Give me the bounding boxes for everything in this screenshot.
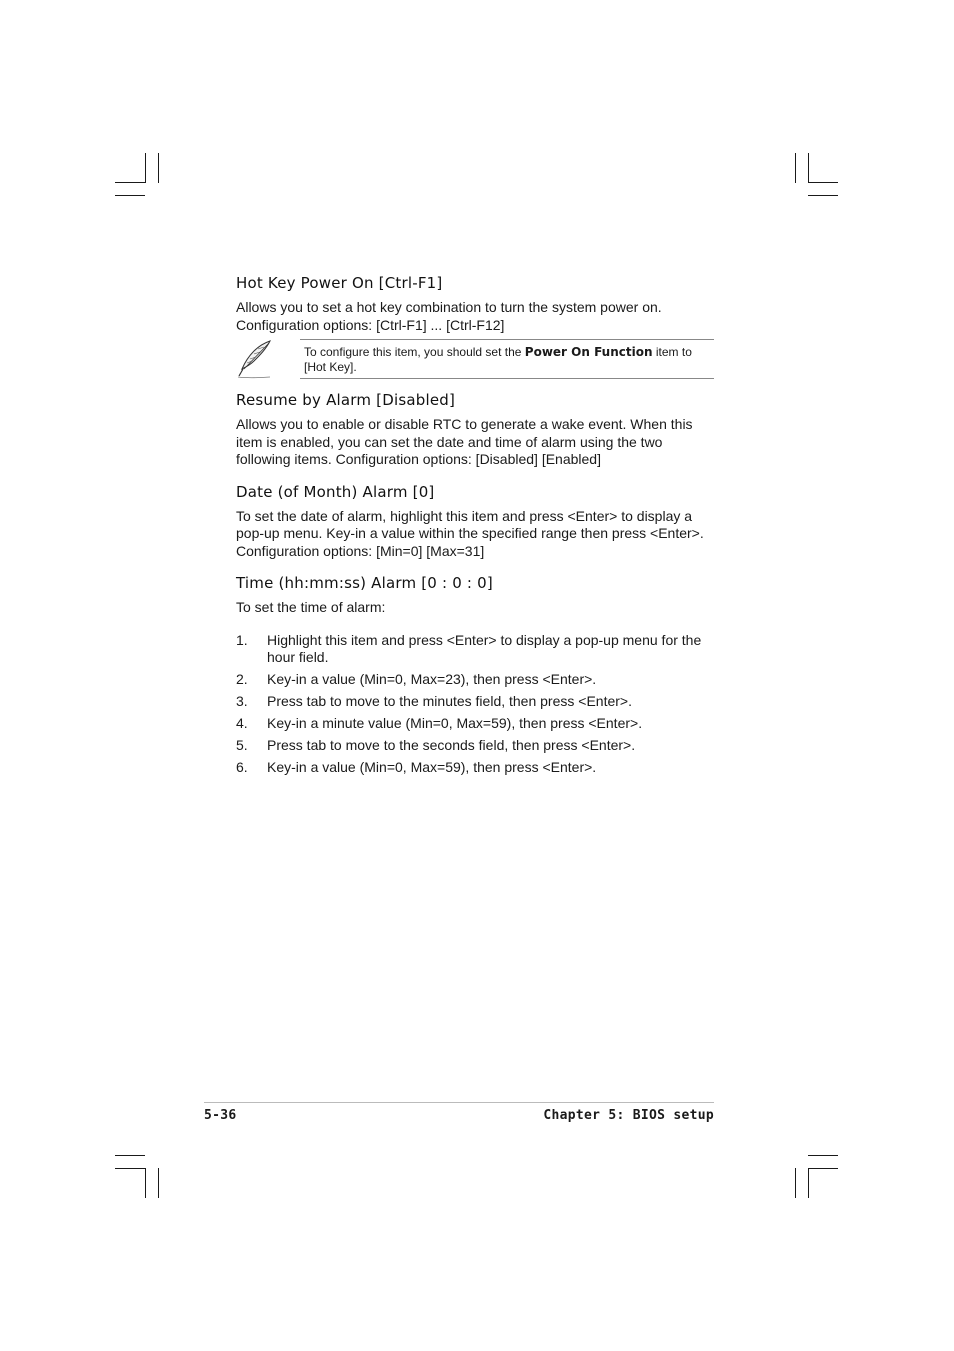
section-body: Allows you to set a hot key combination to turn the system power on. Configuration options: [Ctrl-F1] ... [Ctrl-F12] (236, 299, 662, 333)
section-heading: Time (hh:mm:ss) Alarm [0 : 0 : 0] (236, 574, 493, 592)
note-strong-text: Power On Function (524, 345, 653, 359)
section-time-alarm (236, 574, 714, 777)
section-date-alarm (236, 483, 714, 561)
feather-pen-icon (236, 339, 274, 379)
section-heading: Date (of Month) Alarm [0] (236, 482, 435, 501)
list-item (236, 715, 714, 733)
section-heading: Resume by Alarm [Disabled] (236, 391, 456, 409)
step-number: 6. (236, 759, 248, 775)
step-number: 1. (236, 631, 248, 648)
note-text (300, 339, 714, 379)
step-number: 2. (236, 671, 248, 687)
note-callout (236, 339, 714, 385)
step-number: 4. (236, 715, 248, 731)
step-text: Press tab to move to the seconds field, then press <Enter>. (267, 737, 636, 753)
step-text: Key-in a minute value (Min=0, Max=59), then press <Enter>. (267, 715, 643, 731)
note-text-before: To configure this item, you should set the (304, 345, 522, 359)
list-item (236, 737, 714, 755)
section-heading: Hot Key Power On [Ctrl-F1] (236, 274, 443, 292)
steps-list (236, 632, 714, 777)
section-body: Allows you to enable or disable RTC to generate a wake event. When this item is enabled, you can set the date and time of alarm using the two following items. Configuration options: [Disabled] [Enabled] (236, 416, 693, 467)
note-text-after: item to [Hot Key]. (304, 345, 692, 374)
page-number: 5-36 (204, 1108, 237, 1123)
section-body: To set the time of alarm: (236, 599, 386, 615)
list-item (236, 693, 714, 711)
page-content (236, 274, 714, 781)
list-item (236, 671, 714, 689)
step-text: Key-in a value (Min=0, Max=23), then press <Enter>. (267, 671, 597, 687)
chapter-title: Chapter 5: BIOS setup (543, 1108, 714, 1123)
step-text: Press tab to move to the minutes field, then press <Enter>. (267, 693, 632, 709)
list-item (236, 759, 714, 777)
step-text: Key-in a value (Min=0, Max=59), then press <Enter>. (267, 759, 597, 775)
section-resume-by-alarm (236, 391, 714, 469)
step-text: Highlight this item and press <Enter> to display a pop-up menu for the hour field. (267, 631, 702, 665)
step-number: 3. (236, 693, 248, 709)
footer-divider (204, 1102, 714, 1103)
section-hot-key-power-on (236, 274, 714, 334)
section-body: To set the date of alarm, highlight this item and press <Enter> to display a pop-up menu. Key-in a value within the specified range then press <Enter>. Configuration options: [Min=0] [Max=31] (236, 507, 704, 559)
step-number: 5. (236, 737, 248, 753)
list-item (236, 632, 714, 667)
